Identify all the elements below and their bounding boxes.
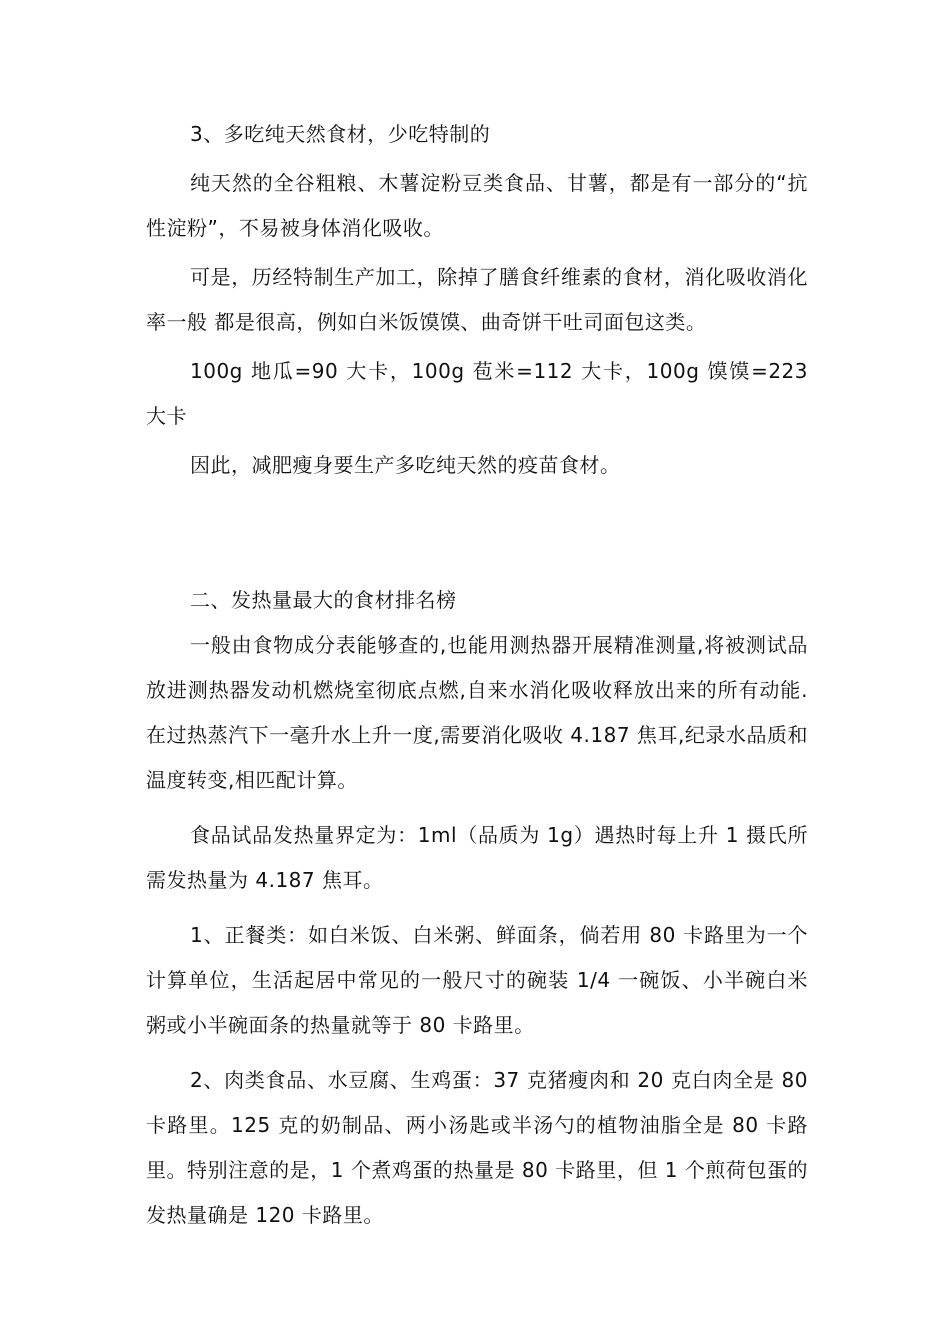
paragraph-processed-food: 可是，历经特制生产加工，除掉了膳食纤维素的食材，消化吸收消化率一般 都是很高，例如白米饭馍馍、曲奇饼干吐司面包这类。: [146, 265, 808, 334]
section-heading-3: 3、多吃纯天然食材，少吃特制的: [190, 122, 491, 146]
document-body: [146, 112, 808, 1238]
paragraph-meat-eggs: 2、肉类食品、水豆腐、生鸡蛋：37 克猪瘦肉和 20 克白肉全是 80 卡路里。125 克的奶制品、两小汤匙或半汤勺的植物油脂全是 80 卡路里。特别注意的是，1 个煮鸡蛋的热量是 80 卡路里，但 1 个煎荷包蛋的发热量确是 120 卡路里。: [146, 1068, 808, 1227]
paragraph-staple-foods: 1、正餐类：如白米饭、白米粥、鲜面条，倘若用 80 卡路里为一个计算单位，生活起居中常见的一般尺寸的碗装 1/4 一碗饭、小半碗白米粥或小半碗面条的热量就等于 80 卡路里。: [146, 923, 808, 1037]
paragraph-calorimeter: 一般由食物成分表能够查的,也能用测热器开展精准测量,将被测试品放进测热器发动机燃烧室彻底点燃,自来水消化吸收释放出来的所有动能.在过热蒸汽下一毫升水上升一度,需要消化吸收 4.187 焦耳,纪录水品质和温度转变,相匹配计算。: [146, 633, 808, 792]
paragraph-calorie-definition: 食品试品发热量界定为：1ml（品质为 1g）遇热时每上升 1 摄氏所需发热量为 4.187 焦耳。: [146, 823, 808, 892]
section-spacer: [146, 488, 808, 578]
paragraph-calorie-comparison: 100g 地瓜=90 大卡，100g 苞米=112 大卡，100g 馍馍=223 大卡: [146, 359, 808, 428]
section-heading-2: 二、发热量最大的食材排名榜: [190, 588, 457, 612]
paragraph-resistant-starch: 纯天然的全谷粗粮、木薯淀粉豆类食品、甘薯，都是有一部分的“抗性淀粉”，不易被身体消化吸收。: [146, 171, 808, 240]
paragraph-conclusion: 因此，减肥瘦身要生产多吃纯天然的疫苗食材。: [190, 453, 621, 477]
